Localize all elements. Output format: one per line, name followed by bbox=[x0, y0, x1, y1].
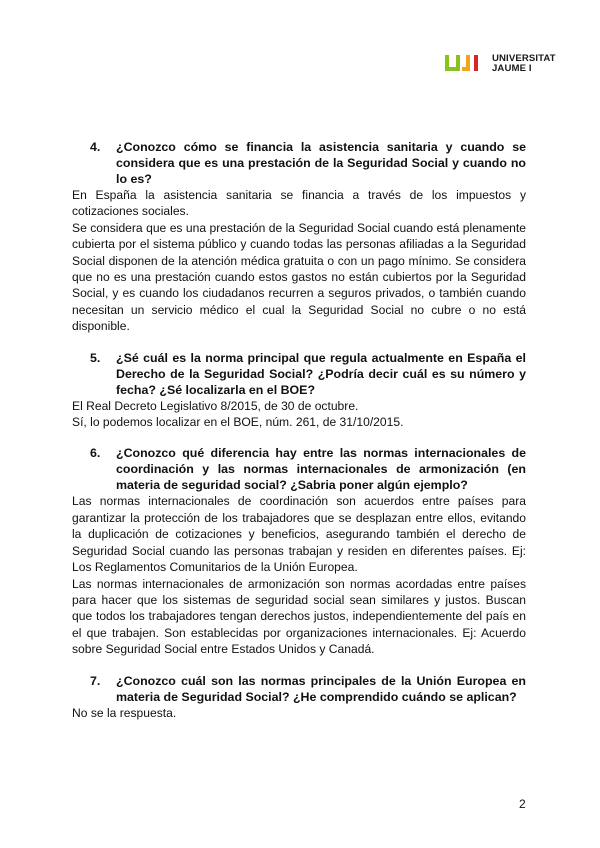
logo-line-1: UNIVERSITAT bbox=[492, 53, 556, 65]
question-6 bbox=[72, 445, 526, 493]
answer-paragraph: El Real Decreto Legislativo 8/2015, de 30 de octubre. bbox=[72, 398, 359, 413]
question-text: ¿Conozco cómo se financia la asistencia sanitaria y cuando se considera que es una prestación de la Seguridad Social y cuando no lo es? bbox=[116, 140, 526, 186]
question-number: 6. bbox=[90, 446, 101, 461]
question-4 bbox=[72, 139, 526, 187]
question-text: ¿Conozco cuál son las normas principales de la Unión Europea en materia de Seguridad Social? ¿He comprendido cuándo se aplican? bbox=[116, 673, 526, 704]
answer-paragraph: Sí, lo podemos localizar en el BOE, núm. 261, de 31/10/2015. bbox=[72, 415, 404, 430]
answer-paragraph: Las normas internacionales de armonización son normas acordadas entre países para hacer que los sistemas de seguridad social sean similares y justos. Buscan que todos los trabajadores tengan derechos justos, independientemente del país en el que trabajen. Son establecidas por organizaciones internacionales. Ej: Acuerdo sobre Seguridad Social entre Estados Unidos y Canadá. bbox=[72, 576, 526, 657]
answer-paragraph: Las normas internacionales de coordinación son acuerdos entre países para garantizar la protección de los trabajadores que se desplazan entre ellos, evitando la duplicación de cotizaciones y beneficios, asegurando también el derecho de Seguridad Social cuando las personas trabajan y residen en diferentes países. Ej: Los Reglamentos Comunitarios de la Unión Europea. bbox=[72, 494, 526, 575]
answer-paragraph: En España la asistencia sanitaria se financia a través de los impuestos y cotizaciones sociales. bbox=[72, 188, 526, 219]
question-text: ¿Sé cuál es la norma principal que regula actualmente en España el Derecho de la Seguridad Social? ¿Podría decir cuál es su número y fecha? ¿Sé localizarla en el BOE? bbox=[116, 350, 526, 397]
page-number: 2 bbox=[519, 797, 526, 811]
university-logo bbox=[444, 52, 556, 76]
question-7 bbox=[72, 673, 526, 705]
question-5 bbox=[72, 350, 526, 398]
logo-text bbox=[492, 54, 556, 73]
uji-logo-icon bbox=[444, 53, 488, 75]
question-number: 7. bbox=[90, 673, 101, 688]
document-body bbox=[72, 139, 526, 721]
answer-paragraph: Se considera que es una prestación de la Seguridad Social cuando está plenamente cubierta por el sistema público y cuando todas las personas afiliadas a la Seguridad Social disponen de la atención médica gratuita o con un pago mínimo. Se considera que no es una prestación cuando estos gastos no están cubiertos por la Seguridad Social, y es cuando los ciudadanos recurren a seguros privados, o también cuando necesitan un servicio médico el cual la Seguridad Social no cubre o no está disponible. bbox=[72, 220, 526, 334]
question-text: ¿Conozco qué diferencia hay entre las normas internacionales de coordinación y las normas internacionales de armonización (en materia de seguridad social? ¿Sabria poner algún ejemplo? bbox=[116, 446, 526, 493]
logo-line-2: JAUME I bbox=[492, 63, 532, 74]
answer-paragraph: No se la respuesta. bbox=[72, 705, 177, 720]
question-number: 4. bbox=[90, 140, 101, 154]
question-number: 5. bbox=[90, 350, 101, 365]
